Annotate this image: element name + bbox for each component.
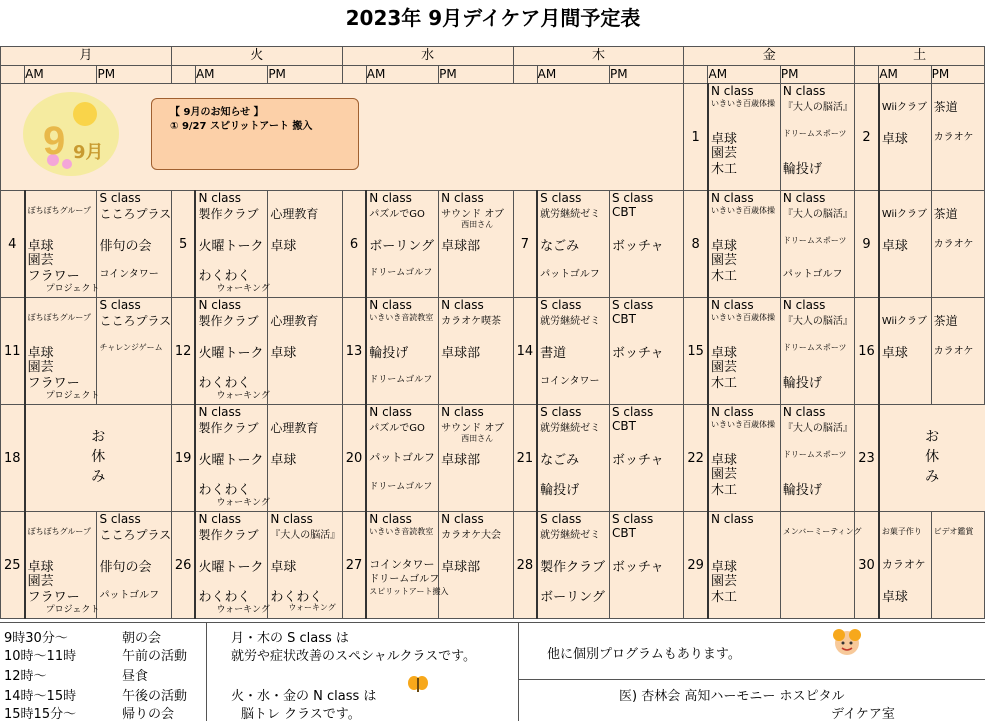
activity: サウンド オブ: [441, 423, 505, 434]
activity: 卓球部: [441, 239, 481, 254]
date-number: 5: [171, 191, 195, 298]
n-class-note: 火・水・金の N class は: [231, 689, 377, 704]
activity: コインタワー: [540, 376, 600, 387]
date-number: 21: [513, 405, 537, 512]
activity: パットゴルフ: [99, 590, 160, 601]
activity: 木工: [710, 162, 737, 177]
activity-sub: 『大人の脳活』: [782, 209, 853, 220]
date-number: 30: [855, 512, 879, 619]
activity: 就労継続ゼミ: [540, 423, 601, 434]
activity-sub: いきいき百歳体操: [710, 313, 775, 322]
activity: わくわく: [198, 269, 251, 284]
day-mon: 月: [1, 47, 172, 66]
activity: 園芸: [27, 253, 54, 268]
date-number: 2: [855, 84, 879, 191]
activity: パズルでGO: [369, 423, 425, 434]
class-explanation: [207, 623, 519, 721]
day-fri: 金: [684, 47, 855, 66]
activity: 木工: [710, 376, 737, 391]
s-class-note: 月・木の S class は: [231, 631, 349, 646]
date-number: 13: [342, 298, 366, 405]
class-label: N class: [441, 191, 484, 205]
activity: 製作クラブ: [540, 560, 606, 575]
activity: 輪投げ: [782, 483, 822, 498]
activity: 就労継続ゼミ: [540, 530, 601, 541]
activity: プロジェクト: [45, 284, 100, 294]
activity: フラワー: [27, 269, 80, 284]
holiday-char: 休: [925, 449, 940, 465]
activity: 木工: [710, 590, 737, 605]
activity: ドリームスポーツ: [782, 129, 847, 138]
activity: フラワー: [27, 590, 80, 605]
activity: カラオケ喫茶: [441, 316, 501, 327]
smiley-icon: [831, 627, 863, 657]
activity-sub: 『大人の脳活』: [782, 316, 853, 327]
activity: プロジェクト: [45, 605, 100, 615]
activity: 火曜トーク: [198, 560, 264, 575]
activity: 就労継続ゼミ: [540, 209, 601, 220]
week-row: [1, 84, 985, 191]
activity-sub: いきいき音読教室: [369, 313, 434, 322]
activity: コインタワー: [369, 558, 435, 571]
activity: 卓球: [27, 239, 54, 254]
activity-sub: 『大人の脳活』: [782, 423, 853, 434]
holiday-char: み: [925, 469, 940, 485]
info-panel: [519, 623, 985, 721]
class-label: N class: [369, 512, 412, 526]
activity: 製作クラブ: [198, 528, 259, 542]
class-label: N class: [782, 191, 826, 205]
activity: 火曜トーク: [198, 239, 264, 254]
activity: スピリットアート搬入: [369, 587, 449, 596]
activity: カラオケ: [933, 239, 974, 250]
pm-label: PM: [268, 66, 342, 84]
activity: 園芸: [710, 146, 737, 161]
date-number: 7: [513, 191, 537, 298]
moon-icon: [23, 92, 119, 176]
class-label: N class: [198, 405, 242, 419]
activity: 卓球: [710, 453, 737, 468]
activity: 卓球: [881, 346, 908, 361]
date-number: 26: [171, 512, 195, 619]
activity: 卓球部: [441, 453, 481, 468]
time: 14時～15時: [4, 689, 77, 704]
activity: 木工: [710, 269, 737, 284]
activity: ドリームゴルフ: [369, 268, 433, 278]
activity-sub: ビデオ鑑賞: [933, 527, 974, 536]
activity: ウォーキング: [216, 391, 270, 401]
am-label: AM: [195, 66, 267, 84]
activity-sub: 『大人の脳活』: [782, 102, 853, 113]
activity: 火曜トーク: [198, 453, 264, 468]
activity: CBT: [612, 526, 636, 540]
date-number: 14: [513, 298, 537, 405]
activity: カラオケ: [881, 558, 926, 571]
activity: 製作クラブ: [198, 421, 259, 435]
class-label: S class: [612, 405, 654, 419]
activity: ボーリング: [540, 590, 605, 605]
activity: 就労継続ゼミ: [540, 316, 601, 327]
activity-sub: ぼちぼちグループ: [27, 206, 91, 215]
activity: 木工: [710, 483, 737, 498]
activity: 心理教育: [270, 207, 319, 221]
activity: ボッチャ: [612, 560, 664, 575]
activity: 茶道: [933, 100, 958, 114]
class-label: S class: [540, 191, 582, 205]
activity-sub: いきいき音読教室: [369, 527, 434, 536]
activity: 園芸: [710, 467, 737, 482]
activity-sub: お菓子作り: [881, 527, 922, 536]
pm-label: PM: [97, 66, 171, 84]
activity: サウンド オブ: [441, 209, 505, 220]
class-label: N class: [441, 512, 484, 526]
activity: 卓球部: [441, 560, 481, 575]
date-number: 28: [513, 512, 537, 619]
activity: フラワー: [27, 376, 80, 391]
activity: 卓球: [710, 132, 737, 147]
activity: カラオケ: [933, 346, 974, 357]
class-label: S class: [540, 405, 582, 419]
time-activity: 帰りの会: [122, 707, 175, 722]
activity: 園芸: [27, 574, 54, 589]
date-number: 20: [342, 405, 366, 512]
page-title: 2023年 9月デイケア月間予定表: [345, 6, 641, 30]
class-label: N class: [710, 84, 754, 98]
class-label: N class: [441, 298, 484, 312]
activity: ドリームゴルフ: [369, 375, 433, 385]
activity: 書道: [540, 346, 567, 361]
activity: 卓球: [270, 346, 297, 361]
footer: [0, 622, 985, 721]
activity: 卓球: [270, 453, 297, 468]
activity: なごみ: [540, 239, 580, 254]
pm-label: PM: [439, 66, 513, 84]
activity: ドリームスポーツ: [782, 236, 847, 245]
activity: カラオケ大会: [441, 530, 501, 541]
activity: カラオケ: [933, 132, 974, 143]
date-number: 22: [684, 405, 708, 512]
activity: 卓球: [881, 132, 908, 147]
day-wed: 水: [342, 47, 513, 66]
activity: 火曜トーク: [198, 346, 264, 361]
time: 15時15分～: [4, 707, 77, 722]
class-label: N class: [710, 298, 754, 312]
day-sat: 土: [855, 47, 985, 66]
activity: ドリームスポーツ: [782, 450, 847, 459]
daily-timetable: [0, 623, 207, 721]
week-row: [1, 191, 985, 298]
class-label: N class: [198, 191, 242, 205]
date-number: 16: [855, 298, 879, 405]
activity: 製作クラブ: [198, 314, 259, 328]
date-number: 25: [1, 512, 25, 619]
holiday-char: お: [91, 429, 106, 445]
class-label: N class: [441, 405, 484, 419]
date-number: 23: [855, 405, 879, 512]
activity: 卓球: [881, 590, 908, 605]
date-number: 19: [171, 405, 195, 512]
activity: ウォーキング: [216, 605, 270, 615]
date-number: 29: [684, 512, 708, 619]
class-label: S class: [99, 512, 141, 526]
am-label: AM: [537, 66, 609, 84]
class-label: N class: [198, 512, 242, 526]
svg-text:9: 9: [43, 119, 66, 163]
activity: 卓球: [270, 239, 297, 254]
activity: 卓球: [27, 560, 54, 575]
activity: 心理教育: [270, 421, 319, 435]
am-label: AM: [879, 66, 931, 84]
pm-label: PM: [610, 66, 684, 84]
activity-sub: 『大人の脳活』: [270, 530, 341, 541]
s-class-note: 就労や症状改善のスペシャルクラスです。: [231, 649, 477, 664]
activity: 園芸: [710, 574, 737, 589]
activity: パットゴルフ: [540, 269, 600, 280]
day-tue: 火: [171, 47, 342, 66]
activity: チャレンジゲーム: [99, 343, 163, 352]
activity: 製作クラブ: [198, 207, 259, 221]
activity: 茶道: [933, 314, 958, 328]
activity: ドリームゴルフ: [369, 482, 433, 492]
class-label: S class: [612, 512, 654, 526]
activity: 卓球: [881, 239, 908, 254]
class-label: S class: [612, 191, 654, 205]
date-number: 8: [684, 191, 708, 298]
date-number: 18: [1, 405, 25, 512]
activity: 卓球部: [441, 346, 481, 361]
class-label: S class: [612, 298, 654, 312]
activity-sub: いきいき百歳体操: [710, 99, 775, 108]
activity: 卓球: [710, 239, 737, 254]
activity-sub: 西田さん: [461, 434, 494, 443]
activity-sub: こころプラス: [99, 207, 172, 221]
class-label: N class: [369, 405, 412, 419]
activity-sub: 西田さん: [461, 220, 494, 229]
class-label: N class: [710, 405, 754, 419]
holiday-char: 休: [91, 449, 106, 465]
activity: Wiiクラブ: [881, 316, 928, 327]
activity: 卓球: [270, 560, 297, 575]
activity: パットゴルフ: [369, 451, 435, 464]
activity: わくわく: [270, 590, 323, 605]
class-label: N class: [782, 405, 826, 419]
activity: 卓球: [710, 346, 737, 361]
activity: ウォーキング: [216, 284, 270, 294]
activity-sub: ぼちぼちグループ: [27, 527, 91, 536]
activity-sub: いきいき百歳体操: [710, 420, 775, 429]
holiday-char: お: [925, 429, 940, 445]
activity: Wiiクラブ: [881, 102, 928, 113]
other-programs-note: 他に個別プログラムもあります。: [547, 647, 741, 662]
activity: ウォーキング: [288, 603, 336, 612]
activity: ボーリング: [369, 239, 435, 254]
activity: Wiiクラブ: [881, 209, 928, 220]
date-number: 15: [684, 298, 708, 405]
activity-sub: こころプラス: [99, 528, 172, 542]
class-label: N class: [369, 191, 412, 205]
activity: ボッチャ: [612, 239, 664, 254]
activity: ドリームゴルフ: [369, 574, 440, 585]
time: 9時30分～: [4, 631, 68, 646]
activity: 茶道: [933, 207, 958, 221]
time: 12時～: [4, 669, 47, 684]
activity: CBT: [612, 312, 636, 326]
activity: コインタワー: [99, 269, 159, 280]
activity: なごみ: [540, 453, 580, 468]
activity: パズルでGO: [369, 209, 425, 220]
activity: 園芸: [27, 360, 54, 375]
date-number: 1: [684, 84, 708, 191]
department-name: デイケア室: [831, 707, 895, 722]
time-activity: 朝の会: [122, 631, 162, 646]
class-label: N class: [782, 298, 826, 312]
activity: 心理教育: [270, 314, 319, 328]
pm-label: PM: [780, 66, 854, 84]
activity: 園芸: [710, 253, 737, 268]
pm-label: PM: [931, 66, 984, 84]
am-label: AM: [708, 66, 780, 84]
activity: わくわく: [198, 483, 251, 498]
class-label: N class: [198, 298, 242, 312]
activity: わくわく: [198, 376, 251, 391]
activity: 卓球: [710, 560, 737, 575]
class-label: N class: [710, 191, 754, 205]
activity: 俳句の会: [99, 560, 152, 575]
date-number: 27: [342, 512, 366, 619]
activity: ボッチャ: [612, 346, 664, 361]
activity: 園芸: [710, 360, 737, 375]
weekday-header-row: [1, 47, 985, 66]
notice-scroll: [151, 98, 359, 170]
time-activity: 昼食: [122, 669, 149, 684]
activity: CBT: [612, 419, 636, 433]
time-activity: 午後の活動: [122, 689, 188, 704]
activity: 卓球: [27, 346, 54, 361]
activity: わくわく: [198, 590, 251, 605]
date-number: 11: [1, 298, 25, 405]
week-row: [1, 298, 985, 405]
notice-heading: 【 9月のお知らせ 】: [170, 107, 264, 118]
butterfly-icon: [407, 675, 429, 695]
class-label: S class: [540, 512, 582, 526]
time: 10時～11時: [4, 649, 77, 664]
activity-sub: メンバーミーティング: [782, 527, 862, 536]
holiday-cell: [880, 405, 985, 511]
class-label: N class: [710, 512, 754, 526]
week-row: [1, 405, 985, 512]
activity: 輪投げ: [782, 162, 822, 177]
class-label: N class: [369, 298, 412, 312]
time-activity: 午前の活動: [122, 649, 188, 664]
am-label: AM: [25, 66, 97, 84]
organization-name: 医) 杏林会 高知ハーモニー ホスピタル: [619, 689, 845, 704]
am-label: AM: [366, 66, 438, 84]
date-number: 6: [342, 191, 366, 298]
schedule-table: [0, 46, 985, 619]
notice-area: [1, 84, 684, 191]
class-label: S class: [540, 298, 582, 312]
week-row: [1, 512, 985, 619]
notice-line: ① 9/27 スピリットアート 搬入: [170, 121, 313, 132]
activity: ドリームスポーツ: [782, 343, 847, 352]
class-label: S class: [99, 191, 141, 205]
activity: プロジェクト: [45, 391, 100, 401]
activity: 輪投げ: [782, 376, 822, 391]
activity: 俳句の会: [99, 239, 152, 254]
activity-sub: こころプラス: [99, 314, 172, 328]
holiday-char: み: [91, 469, 106, 485]
activity-sub: ぼちぼちグループ: [27, 313, 91, 322]
date-number: 9: [855, 191, 879, 298]
activity: ボッチャ: [612, 453, 664, 468]
am-pm-row: [1, 66, 985, 84]
day-thu: 木: [513, 47, 684, 66]
month-badge: [23, 92, 119, 176]
n-class-note: 脳トレ クラスです。: [241, 707, 361, 722]
month-badge-label: 9月: [73, 142, 104, 163]
activity: 輪投げ: [540, 483, 580, 498]
activity: ウォーキング: [216, 498, 270, 508]
class-label: S class: [99, 298, 141, 312]
activity-sub: いきいき百歳体操: [710, 206, 775, 215]
class-label: N class: [782, 84, 826, 98]
activity: CBT: [612, 205, 636, 219]
activity: パットゴルフ: [782, 269, 843, 280]
class-label: N class: [270, 512, 313, 526]
date-number: 12: [171, 298, 195, 405]
date-number: 4: [1, 191, 25, 298]
holiday-cell: [26, 405, 171, 511]
activity: 輪投げ: [369, 346, 409, 361]
